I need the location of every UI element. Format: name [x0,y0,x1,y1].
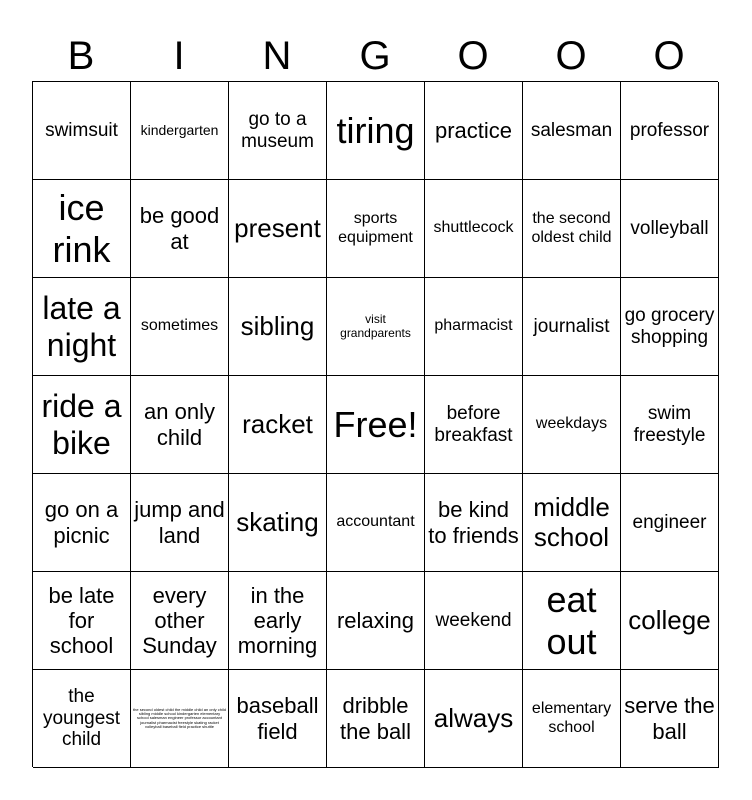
bingo-header [32,30,718,82]
bingo-board [32,81,718,767]
bingo-cell[interactable]: tiring [327,82,425,180]
bingo-cell[interactable]: swimsuit [33,82,131,180]
bingo-cell[interactable]: sports equipment [327,180,425,278]
bingo-cell-word-list[interactable]: the second oldest child the middle child an only child sibling middle school kindergarten elementary school salesman engineer professor accountant journalist pharmacist freestyle skating racket volleyball baseball field practice shuttle [131,670,229,768]
header-letter: G [359,34,391,78]
bingo-cell[interactable]: sometimes [131,278,229,376]
bingo-cell[interactable]: present [229,180,327,278]
bingo-cell[interactable]: be kind to friends [425,474,523,572]
bingo-cell[interactable]: the second oldest child [523,180,621,278]
bingo-cell[interactable]: go to a museum [229,82,327,180]
bingo-cell[interactable]: weekend [425,572,523,670]
bingo-cell[interactable]: volleyball [621,180,719,278]
bingo-cell[interactable]: always [425,670,523,768]
header-letter: O [555,34,587,78]
bingo-cell[interactable]: shuttlecock [425,180,523,278]
bingo-cell[interactable]: serve the ball [621,670,719,768]
header-letter: B [67,34,95,78]
bingo-cell[interactable]: kindergarten [131,82,229,180]
bingo-cell[interactable]: engineer [621,474,719,572]
header-letter: I [173,34,185,78]
bingo-cell[interactable]: baseball field [229,670,327,768]
bingo-cell[interactable]: professor [621,82,719,180]
bingo-cell[interactable]: before breakfast [425,376,523,474]
bingo-cell[interactable]: be good at [131,180,229,278]
bingo-cell[interactable]: the youngest child [33,670,131,768]
bingo-cell[interactable]: practice [425,82,523,180]
bingo-cell[interactable]: visit grandparents [327,278,425,376]
bingo-cell[interactable]: ride a bike [33,376,131,474]
bingo-cell[interactable]: salesman [523,82,621,180]
bingo-cell[interactable]: sibling [229,278,327,376]
bingo-cell[interactable]: pharmacist [425,278,523,376]
bingo-cell[interactable]: late a night [33,278,131,376]
bingo-cell[interactable]: go grocery shopping [621,278,719,376]
bingo-cell[interactable]: accountant [327,474,425,572]
bingo-cell[interactable]: elementary school [523,670,621,768]
bingo-cell[interactable]: relaxing [327,572,425,670]
bingo-cell[interactable]: every other Sunday [131,572,229,670]
bingo-cell[interactable]: be late for school [33,572,131,670]
bingo-cell[interactable]: weekdays [523,376,621,474]
bingo-cell[interactable]: racket [229,376,327,474]
bingo-cell[interactable]: swim freestyle [621,376,719,474]
bingo-cell[interactable]: go on a picnic [33,474,131,572]
header-letter: O [653,34,685,78]
bingo-cell[interactable]: journalist [523,278,621,376]
bingo-cell[interactable]: an only child [131,376,229,474]
bingo-cell[interactable]: skating [229,474,327,572]
header-letter: O [457,34,489,78]
header-letter: N [262,34,292,78]
bingo-cell[interactable]: eat out [523,572,621,670]
free-cell[interactable]: Free! [327,376,425,474]
bingo-cell[interactable]: college [621,572,719,670]
bingo-cell[interactable]: jump and land [131,474,229,572]
bingo-cell[interactable]: dribble the ball [327,670,425,768]
bingo-cell[interactable]: ice rink [33,180,131,278]
bingo-cell[interactable]: in the early morning [229,572,327,670]
bingo-cell[interactable]: middle school [523,474,621,572]
